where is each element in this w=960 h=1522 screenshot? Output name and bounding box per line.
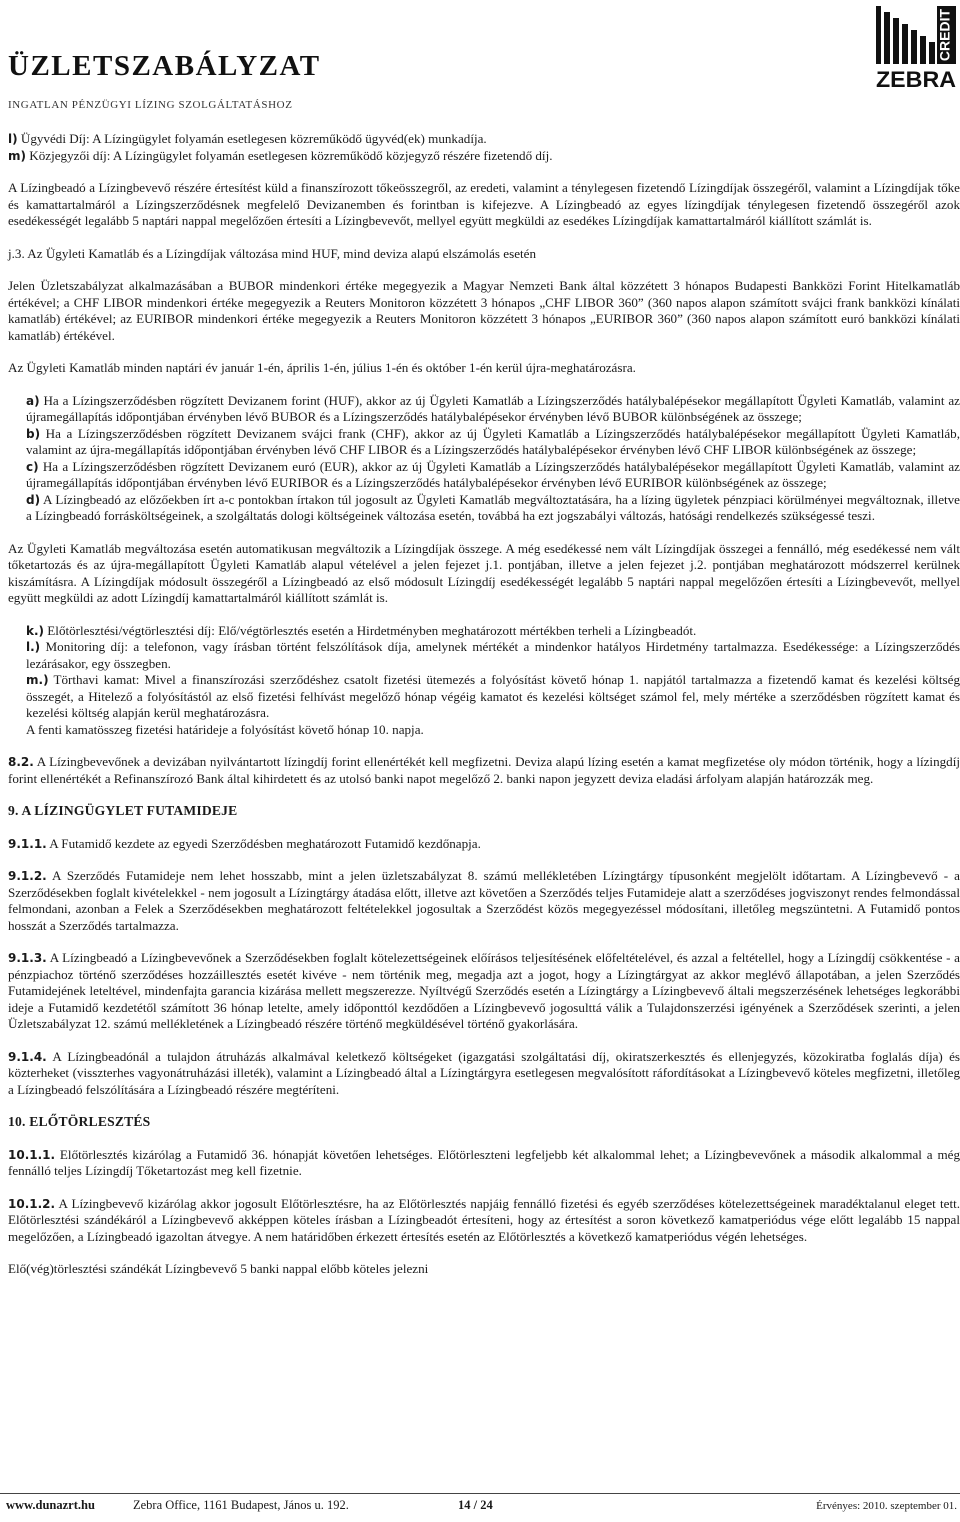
page-footer [0, 1493, 960, 1517]
document-body [8, 131, 960, 1278]
item-text: Ha a Lízingszerződésben rögzített Devizanem euró (EUR), akkor az új Ügyleti Kamatláb a Lízingszerződés hatálybalépésekor megállapított Ügyleti Kamatláb, valamint az újramegállapítás időpontjában érvényben lévő EURIBOR és a Lízingszerződés hatálybalépésekor érvényben lévő EURIBOR különbségének az összege; [26, 458, 960, 490]
rate-list [8, 393, 960, 525]
section-number: 9.1.1. [8, 836, 47, 851]
section-10-1-2 [8, 1196, 960, 1246]
section-8-2 [8, 754, 960, 787]
section-text: A Lízingbeadó a Lízingbevevőnek a Szerződésekben foglalt kötelezettségeinek előírásos teljesítésének előfeltételével, és azzal a feltétellel, hogy a Lízingdíj csökkentése - a pénzpiachoz történő szerződéses hozzáillesztés esetét kivéve - nem történik meg, megadja azt a jogot, hogy a Lízingtárgyat az akkor meglévő állapotában, a jelen Szerződés Futamidejének leteltével, mindenfajta garancia kizárása mellett megszerezze. Nyíltvégű Szerződés esetén a Lízingtárgy a Lízingbevevő általi megszerzésének lehetséges legkorábbi ideje a Futamidő kezdetétől számított 36 hónap letelte, amely időponttól kezdődően a Lízingbevevő jogosulttá válik a Tulajdonszerzési igényének a Szerződések szerinti, a jelen Üzletszabályzat 12. számú mellékletének a Lízingbeadó részére történő megküldésével történő gyakorlására. [8, 950, 960, 1031]
section-number: 10.1.1. [8, 1147, 56, 1162]
footer-valid-date: Érvényes: 2010. szeptember 01. [816, 1500, 957, 1512]
section-10-1-1 [8, 1147, 960, 1180]
intro-item-l [8, 131, 960, 148]
document-title: ÜZLETSZABÁLYZAT [8, 50, 321, 82]
paragraph-last: Elő(vég)törlesztési szándékát Lízingbevevő 5 banki nappal előbb köteles jelezni [8, 1261, 429, 1276]
item-label: l) [8, 132, 18, 146]
fee-item-m-tail: A fenti kamatösszeg fizetési határideje a folyósítást követő hónap 10. napja. [26, 721, 424, 737]
section-9-1-2 [8, 868, 960, 934]
rate-item-a [26, 393, 960, 426]
logo-word-zebra: ZEBRA [876, 67, 957, 90]
item-text: Előtörlesztési/végtörlesztési díj: Elő/végtörlesztés esetén a Hirdetményben meghatározott mértékben terheli a Lízingbeadót. [44, 622, 697, 638]
section-text: A Lízingbeadónál a tulajdon átruházás alkalmával keletkező költségeket (igazgatási szolgáltatási díj, okiratszerkesztés és ellenjegyzés, közokiratba foglalás díja) és közterheket (visszterhes vagyonátruházási illeték), valamint a Lízingbeadó által a Lízingtárgyra esetlegesen megvalósított ráfordításokat a Lízingbevevő köteles megfizetni, illetőleg a Lízingbeadó felszólítására a Lízingbeadó részére megtéríteni. [8, 1048, 960, 1097]
footer-divider [0, 1493, 960, 1494]
item-label: l.) [26, 640, 41, 654]
footer-website-link[interactable]: www.dunazrt.hu [6, 1498, 95, 1512]
zebra-credit-logo [875, 4, 957, 90]
document-subtitle: INGATLAN PÉNZÜGYI LÍZING SZOLGÁLTATÁSHOZ [8, 99, 293, 111]
intro-item-m [8, 148, 960, 165]
rate-item-d [26, 492, 960, 525]
item-text: Törthavi kamat: Mivel a finanszírozási szerződéshez csatolt fizetési ütemezés a folyósítást követő hónap 1. napjától tartalmazza a fizetendő kamat és kezelési költség összegét, a Hitelező a folyósítástól az első fizetési felhívást megelőző hónap végéig kamatot és kezelési költséget számol fel, mely mértéke a szerződésben rögzített kamat és kezelési költség alapján kerül meghatározásra. [26, 672, 960, 720]
rate-item-b [26, 426, 960, 459]
rate-item-c [26, 459, 960, 492]
section-number: 9.1.4. [8, 1049, 47, 1064]
heading-10: 10. ELŐTÖRLESZTÉS [8, 1114, 151, 1129]
fee-item-m [26, 672, 960, 722]
heading-9: 9. A LÍZINGÜGYLET FUTAMIDEJE [8, 803, 238, 818]
item-text: Közjegyzői díj: A Lízingügylet folyamán esetlegesen közreműködő közjegyző részére fizetendő díj. [26, 147, 553, 163]
paragraph-bubor: Jelen Üzletszabályzat alkalmazásában a BUBOR mindenkori értéke megegyezik a Magyar Nemzeti Bank által közzétett 3 hónapos Budapesti Bankközi Forint Hitelkamatláb értékével; a CHF LIBOR mindenkori értéke megegyezik a Reuters Monitoron közzétett 3 hónapos „CHF LIBOR 360” (360 napos alapon számított svájci frank bankközi kínálati kamatláb) értékével; az EURIBOR mindenkori értéke megegyezik a Reuters Monitoron közzétett 3 hónapos „EURIBOR 360” (360 napos alapon számított euró bankközi kínálati kamatláb) értékével. [8, 278, 960, 343]
section-number: 9.1.2. [8, 869, 47, 883]
item-label: d) [26, 492, 41, 507]
item-text: A Lízingbeadó az előzőekben írt a-c pontokban írtakon túl jogosult az Ügyleti Kamatláb megváltoztatására, ha a lízing ügyletek pénzpiaci körülményei megváltoznak, illetve a Lízingbeadó forrásköltségeinek, a szolgáltatás dologi költségeinek változása esetén, továbbá ha ezt jogszabályi változás, hatósági rendelkezés szükségessé teszi. [26, 491, 960, 523]
section-text: A Lízingbevevőnek a devizában nyilvántartott lízingdíj forint ellenértékét kell megfizetni. Deviza alapú lízing esetén a kamat megfizetése oly módon történik, hogy a lízingdíj forint ellenértékét a Refinanszírozó Bank által kihirdetett és az utolsó banki napot megelőző 2. banki napon jegyzett deviza eladási árfolyam alapján határozzák meg. [8, 754, 960, 786]
item-label: m) [8, 148, 26, 163]
page-header [0, 0, 960, 118]
item-label: k.) [26, 623, 45, 638]
item-text: Ha a Lízingszerződésben rögzített Devizanem forint (HUF), akkor az új Ügyleti Kamatláb a Lízingszerződés hatálybalépésekor megállapított Ügyleti Kamatláb, valamint az újramegállapítás időpontjában érvényben lévő BUBOR és a Lízingszerződés hatálybalépésekor érvényben lévő BUBOR különbségének az összege; [26, 392, 960, 424]
section-number: 10.1.2. [8, 1196, 56, 1211]
section-j3-heading: j.3. Az Ügyleti Kamatláb és a Lízingdíjak változása mind HUF, mind deviza alapú elszámolás esetén [8, 245, 537, 261]
footer-address: Zebra Office, 1161 Budapest, János u. 192. [133, 1498, 349, 1512]
section-text: A Futamidő kezdete az egyedi Szerződésben meghatározott Futamidő kezdőnapja. [46, 835, 481, 851]
fee-list [8, 623, 960, 739]
item-text: Ügyvédi Díj: A Lízingügylet folyamán esetlegesen közreműködő ügyvéd(ek) munkadíja. [17, 131, 487, 146]
section-number: 9.1.3. [8, 951, 47, 965]
paragraph-reset: Az Ügyleti Kamatláb minden naptári év január 1-én, április 1-én, július 1-én és október 1-én kerül újra-meghatározásra. [8, 360, 636, 375]
section-9-1-3 [8, 950, 960, 1033]
section-text: A Szerződés Futamideje nem lehet hosszabb, mint a jelen üzletszabályzat 8. számú mellékletében Lízingtárgy típusonként megjelölt időtartam. A Lízingbevevő - a Szerződésekben foglalt kivételekkel - nem jogosult a Lízingtárgy átadása előtt, illetve azt követően a Szerződés teljes Futamideje alatt a szerződéses jogviszonyt rendes felmondással felmondani, azonban a Felek a Szerződésekben meghatározott feltételekkel jogosultak a Szerződést közös megegyezéssel módosítani, illetőleg megszüntetni. A Futamidő pontos hosszát a Szerződés tartalmazza. [8, 868, 960, 933]
item-text: Monitoring díj: a telefonon, vagy írásban történt felszólítások díja, amelynek mértékét a mindenkor hatályos Hirdetmény tartalmazza. Esedékessége: a Lízingszerződés lezárásakor, egy összegben. [26, 639, 960, 671]
footer-page-number: 14 / 24 [458, 1498, 493, 1512]
item-label: b) [26, 426, 41, 441]
section-text: Előtörlesztés kizárólag a Futamidő 36. hónapját követően lehetséges. Előtörleszteni legfeljebb két alkalommal lehet; a Lízingbevevőnek a második alkalommal a még fennálló teljes Lízingdíj Tőketartozást meg kell fizetnie. [8, 1146, 960, 1178]
logo-word-credit: CREDIT [936, 8, 953, 62]
fee-item-k [26, 623, 960, 640]
item-label: a) [26, 393, 40, 408]
item-label: c) [26, 459, 39, 474]
paragraph-notice: A Lízingbeadó a Lízingbevevő részére értesítést küld a finanszírozott tőkeösszegről, az eredeti, valamint a ténylegesen fizetendő Lízingdíjak összegéről, valamint a Lízingdíjak tőke és kamattartalmáról a Lízingszerződésnek megfelelő Devizanemben és forintban is kifejezve. A Lízingbeadó az egyes lízingdíjak ténylegesen fizetendő összegéről azok esedékességét legalább 5 naptári nappal megelőzően értesíti a Lízingbevevőt, mellyel együtt megküldi az esedékes Lízingdíjak kamattartalmáról kiállított számlát is. [8, 180, 960, 228]
item-label: m.) [26, 673, 49, 687]
section-9-1-1 [8, 836, 960, 853]
section-number: 8.2. [8, 755, 34, 769]
fee-item-l [26, 639, 960, 672]
paragraph-change: Az Ügyleti Kamatláb megváltozása esetén automatikusan megváltozik a Lízingdíjak összege. A még esedékessé nem vált Lízingdíjak összegei a fennálló, még esedékessé nem vált tőketartozás és az újra-megállapított Ügyleti Kamatláb alapul vételével a jelen fejezet j.1. pontjában, illetve a jelen fejezet j.2. pontjában meghatározott módszerrel kerülnek kiszámításra. A Lízingdíjak módosult összegéről a Lízingbeadó az első módosult Lízingdíj esedékességét legalább 5 naptári nappal megelőzően értesíti a Lízingbevevőt, mellyel együtt megküldi az adott Lízingdíj kamattartalmáról kiállított számlát is. [8, 540, 960, 605]
section-9-1-4 [8, 1049, 960, 1099]
section-text: A Lízingbevevő kizárólag akkor jogosult Előtörlesztésre, ha az Előtörlesztés napjáig fennálló fizetési és egyéb szerződéses kötelezettségeinek maradéktalanul eleget tett. Előtörlesztési szándékáról a Lízingbevevő akképpen köteles írásban a Lízingbeadót értesíteni, hogy az értesítést a soron következő kamatperiódus vége előtt legalább 15 nappal megelőzően, a Lízingbeadó igazoltan átvegye. A nem határidőben érkezett értesítés esetén az Előtörlesztés a következő kamatperiódus végén lehetséges. [8, 1195, 960, 1244]
item-text: Ha a Lízingszerződésben rögzített Devizanem svájci frank (CHF), akkor az új Ügyleti Kamatláb a Lízingszerződés hatálybalépésekor megállapított Ügyleti Kamatláb, valamint az újra-megállapítás időpontjában érvényben lévő CHF LIBOR és a Lízingszerződés hatálybalépésekor érvényben lévő CHF LIBOR különbségének az összege; [26, 425, 960, 457]
